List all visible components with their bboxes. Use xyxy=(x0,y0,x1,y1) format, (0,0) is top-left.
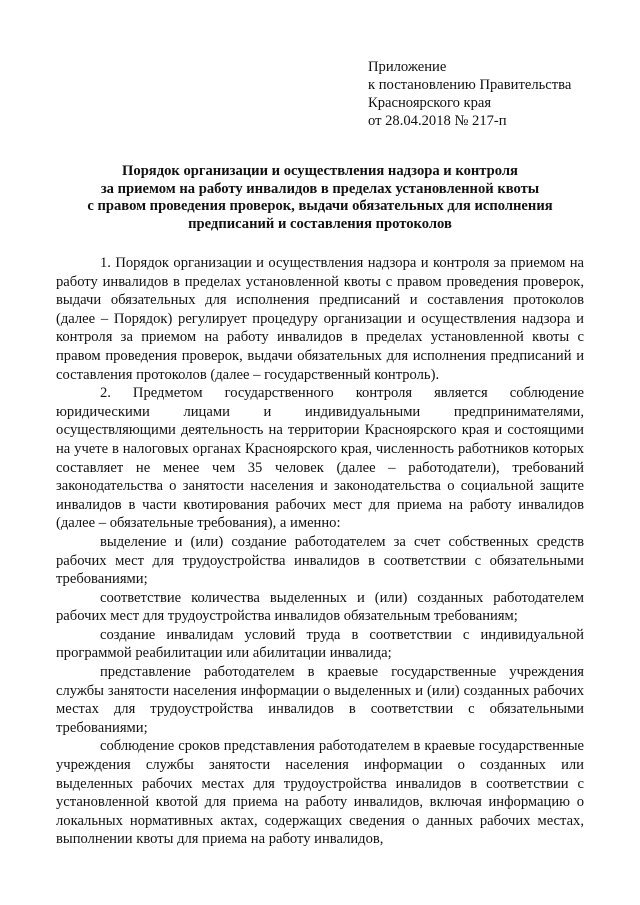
title-line: предписаний и составления протоколов xyxy=(188,215,452,232)
list-item-information: представление работодателем в краевые государственные учреждения службы занятости населения информации о выделенных и (или) созданных рабочих местах для трудоустройства инвалидов в соответствии с обязательными требованиями; xyxy=(56,664,584,736)
appendix-date-number: от 28.04.2018 № 217-п xyxy=(368,113,507,129)
list-item-allocation: выделение и (или) создание работодателем за счет собственных средств рабочих мест для трудоустройства инвалидов в соответствии с обязательными требованиями; xyxy=(56,533,584,588)
document-title xyxy=(56,163,584,233)
appendix-line: к постановлению Правительства xyxy=(368,77,572,93)
paragraph-2: 2. Предметом государственного контроля является соблюдение юридическими лицами и индивидуальными предпринимателями, осуществляющими деятельность на территории Красноярского края и состоящими на учете в налоговых органах Красноярского края, численность работников которых составляет не менее чем 35 человек (далее – работодатели), требований законодательства о занятости населения и законодательства о социальной защите инвалидов в части квотирования рабочих мест для приема на работу инвалидов (далее – обязательные требования), а именно: xyxy=(56,385,584,532)
appendix-line: Красноярского края xyxy=(368,95,492,111)
appendix-header xyxy=(368,58,571,130)
appendix-line: Приложение xyxy=(368,59,447,75)
list-item-deadlines: соблюдение сроков представления работодателем в краевые государственные учреждения службы занятости населения информации о созданных или выделенных рабочих местах для трудоустройства инвалидов в соответствии с установленной квотой для приема на работу инвалидов, включая информацию о локальных нормативных актах, содержащих сведения о данных рабочих местах, выполнении квоты для приема на работу инвалидов, xyxy=(56,738,584,848)
title-line: с правом проведения проверок, выдачи обязательных для исполнения xyxy=(87,198,553,214)
list-item-quantity: соответствие количества выделенных и (или) созданных работодателем рабочих мест для трудоустройства инвалидов обязательным требованиям; xyxy=(56,589,584,625)
list-item-conditions: создание инвалидам условий труда в соответствии с индивидуальной программой реабилитации или абилитации инвалида; xyxy=(56,626,584,662)
title-line: Порядок организации и осуществления надзора и контроля xyxy=(122,163,518,179)
paragraph-1: 1. Порядок организации и осуществления надзора и контроля за приемом на работу инвалидов в пределах установленной квоты с правом проведения проверок, выдачи обязательных для исполнения предписаний и составления протоколов (далее – Порядок) регулирует процедуру организации и осуществления надзора и контроля за приемом на работу инвалидов в пределах установленной квоты с правом проведения проверок, выдачи обязательных для исполнения предписаний и составления протоколов (далее – государственный контроль). xyxy=(56,255,584,383)
title-line: за приемом на работу инвалидов в пределах установленной квоты xyxy=(100,180,540,197)
document-body xyxy=(56,254,584,849)
